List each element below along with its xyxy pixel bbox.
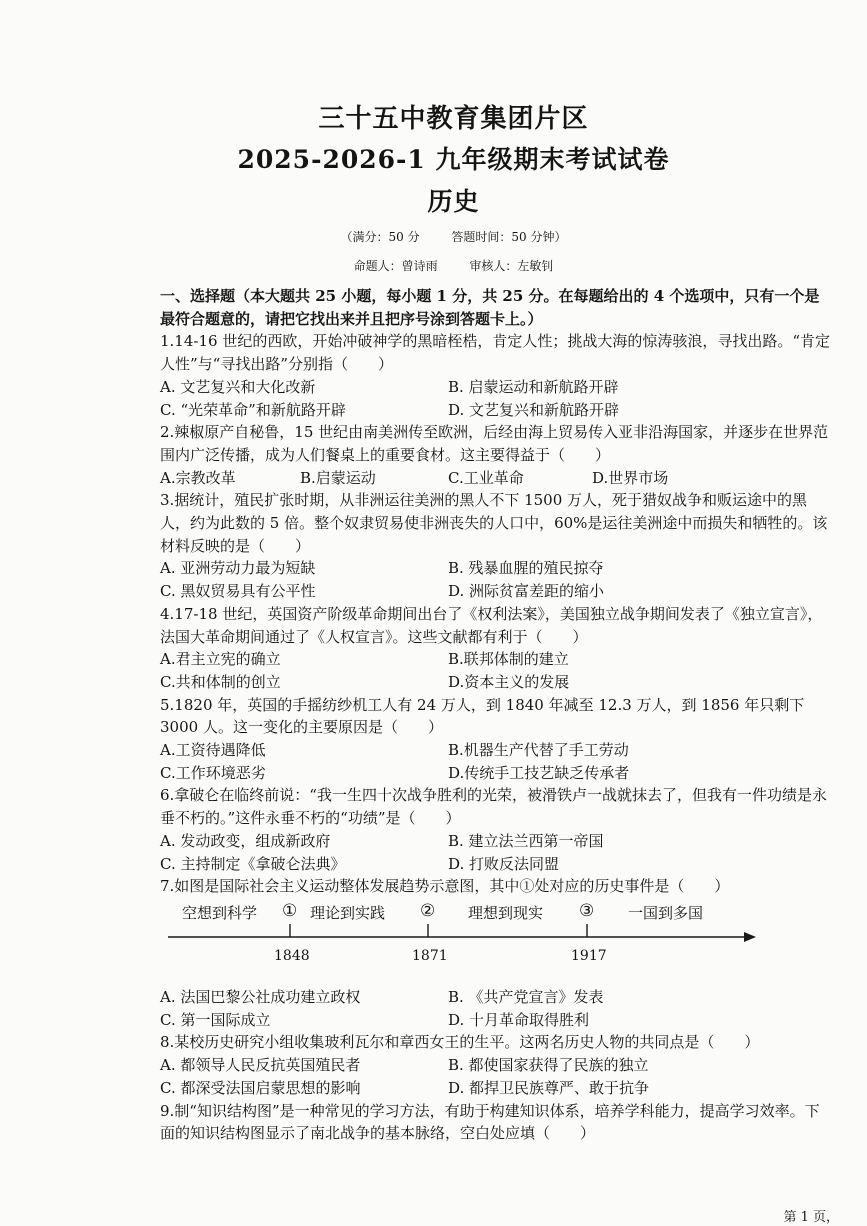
timeline-year: 1871 [412,947,448,964]
question-list [160,285,832,1145]
timeline-circled-number: ③ [579,900,595,921]
answer-option: B.启蒙运动 [300,468,376,487]
answer-option: D. 都捍卫民族尊严、敢于抗争 [448,1078,650,1097]
answer-option: B. 《共产党宣言》发表 [448,987,604,1006]
option-group [160,1054,832,1099]
option-group [160,739,832,784]
author: 命题人：曾诗雨 [353,259,438,273]
answer-option: D. 十月革命取得胜利 [448,1010,590,1029]
option-group [160,467,832,490]
answer-option: A.宗教改革 [160,468,236,487]
answer-option: A. 都领导人民反抗英国殖民者 [160,1056,361,1075]
answer-option: A. 法国巴黎公社成功建立政权 [160,987,361,1006]
timeline-circled-number: ① [282,900,298,921]
page-number: 第 1 页， [783,1210,839,1225]
exam-title: 2025-2026-1 九年级期末考试试卷 [237,145,670,174]
questions-container [160,330,832,1145]
timeline-diagram [160,898,832,986]
option-group [160,830,832,875]
answer-option: C. 都深受法国启蒙思想的影响 [160,1078,361,1097]
timeline-stage-label: 理论到实践 [310,903,386,922]
answer-option: B.联邦体制的建立 [448,650,569,669]
subject-title: 历史 [427,187,480,216]
answer-option: B. 残暴血腥的殖民掠夺 [448,559,604,578]
answer-option: A. 发动政变，组成新政府 [160,831,331,850]
question-stem: 4.17-18 世纪，英国资产阶级革命期间出台了《权利法案》，美国独立战争期间发表了《独立宣言》，法国大革命期间通过了《人权宣言》。这些文献都有利于（ ） [160,604,823,646]
timeline-stage-label: 一国到多国 [628,903,704,922]
reviewer: 审核人：左敏钊 [469,259,554,273]
question-stem: 2.辣椒原产自秘鲁，15 世纪由南美洲传至欧洲，后经由海上贸易传入亚非沿海国家，并逐步在世界范围内广泛传播，成为人们餐桌上的重要食材。这主要得益于（ ） [160,423,829,464]
answer-option: D.世界市场 [592,468,669,487]
answer-option: D. 洲际贫富差距的缩小 [448,582,605,601]
author-info [0,257,867,274]
answer-option: A.君主立宪的确立 [160,650,281,669]
answer-option: D.传统手工技艺缺乏传承者 [448,763,630,782]
option-group [160,557,832,602]
answer-option: A. 亚洲劳动力最为短缺 [160,559,316,578]
answer-option: C. “光荣革命”和新航路开辟 [160,400,346,419]
answer-option: C. 第一国际成立 [160,1010,271,1029]
answer-option: B. 都使国家获得了民族的独立 [448,1056,649,1075]
answer-option: C.工作环境恶劣 [160,763,266,782]
timeline-stage-label: 空想到科学 [182,903,258,922]
question-stem: 3.据统计，殖民扩张时期，从非洲运往美洲的黑人不下 1500 万人，死于猎奴战争和贩运途中的黑人，约为此数的 5 倍。整个奴隶贸易使非洲丧失的人口中，60%是运往美洲途中而损失和牺牲的。该材料反映的是（ ） [160,491,828,555]
answer-option: D. 打败反法同盟 [448,854,560,873]
answer-option: D. 文艺复兴和新航路开辟 [448,400,620,419]
option-group [160,376,832,421]
question-stem: 8.某校历史研究小组收集玻利瓦尔和章西女王的生平。这两名历史人物的共同点是（ ） [160,1033,760,1052]
answer-option: D.资本主义的发展 [448,672,570,691]
answer-option: C.共和体制的创立 [160,672,281,691]
timeline-stage-label: 理想到现实 [468,903,544,922]
question-stem: 9.制“知识结构图”是一种常见的学习方法，有助于构建知识体系，培养学科能力，提高学习效率。下面的知识结构图显示了南北战争的基本脉络，空白处应填（ ） [160,1101,820,1143]
axis-arrow-icon [744,932,756,942]
time-info: 答题时间：50 分钟） [451,230,567,244]
answer-option: B. 启蒙运动和新航路开辟 [448,377,619,396]
timeline-year: 1848 [274,947,310,964]
school-title: 三十五中教育集团片区 [318,104,589,134]
exam-info [0,228,867,245]
answer-option: B. 建立法兰西第一帝国 [448,831,604,850]
option-group [160,648,832,693]
answer-option: A.工资待遇降低 [160,741,266,760]
question-stem: 7.如图是国际社会主义运动整体发展趋势示意图，其中①处对应的历史事件是（ ） [160,877,730,896]
timeline-year: 1917 [571,947,607,964]
answer-option: B.机器生产代替了手工劳动 [448,741,629,760]
timeline-circled-number: ② [420,900,436,921]
answer-option: C. 黑奴贸易具有公平性 [160,582,316,601]
question-stem: 6.拿破仑在临终前说：“我一生四十次战争胜利的光荣，被滑铁卢一战就抹去了，但我有一件功绩是永垂不朽的。”这件永垂不朽的“功绩”是（ ） [160,786,827,828]
answer-option: C. 主持制定《拿破仑法典》 [160,854,346,873]
question-stem: 5.1820 年，英国的手摇纺纱机工人有 24 万人，到 1840 年减至 12.3 万人，到 1856 年只剩下 3000 人。这一变化的主要原因是（ ） [160,695,805,737]
answer-option: A. 文艺复兴和大化改新 [160,377,316,396]
question-stem: 1.14-16 世纪的西欧，开始冲破神学的黑暗桎梏，肯定人性；挑战大海的惊涛骇浪，寻找出路。“肯定人性”与“寻找出路”分别指（ ） [160,332,830,374]
score-info: （满分：50 分 [340,230,420,244]
option-group [160,986,832,1031]
answer-option: C.工业革命 [448,468,524,487]
section-title: 一、选择题（本大题共 25 小题，每小题 1 分，共 25 分。在每题给出的 4 个选项中，只有一个是最符合题意的，请把它找出来并且把序号涂到答题卡上。） [160,287,820,328]
